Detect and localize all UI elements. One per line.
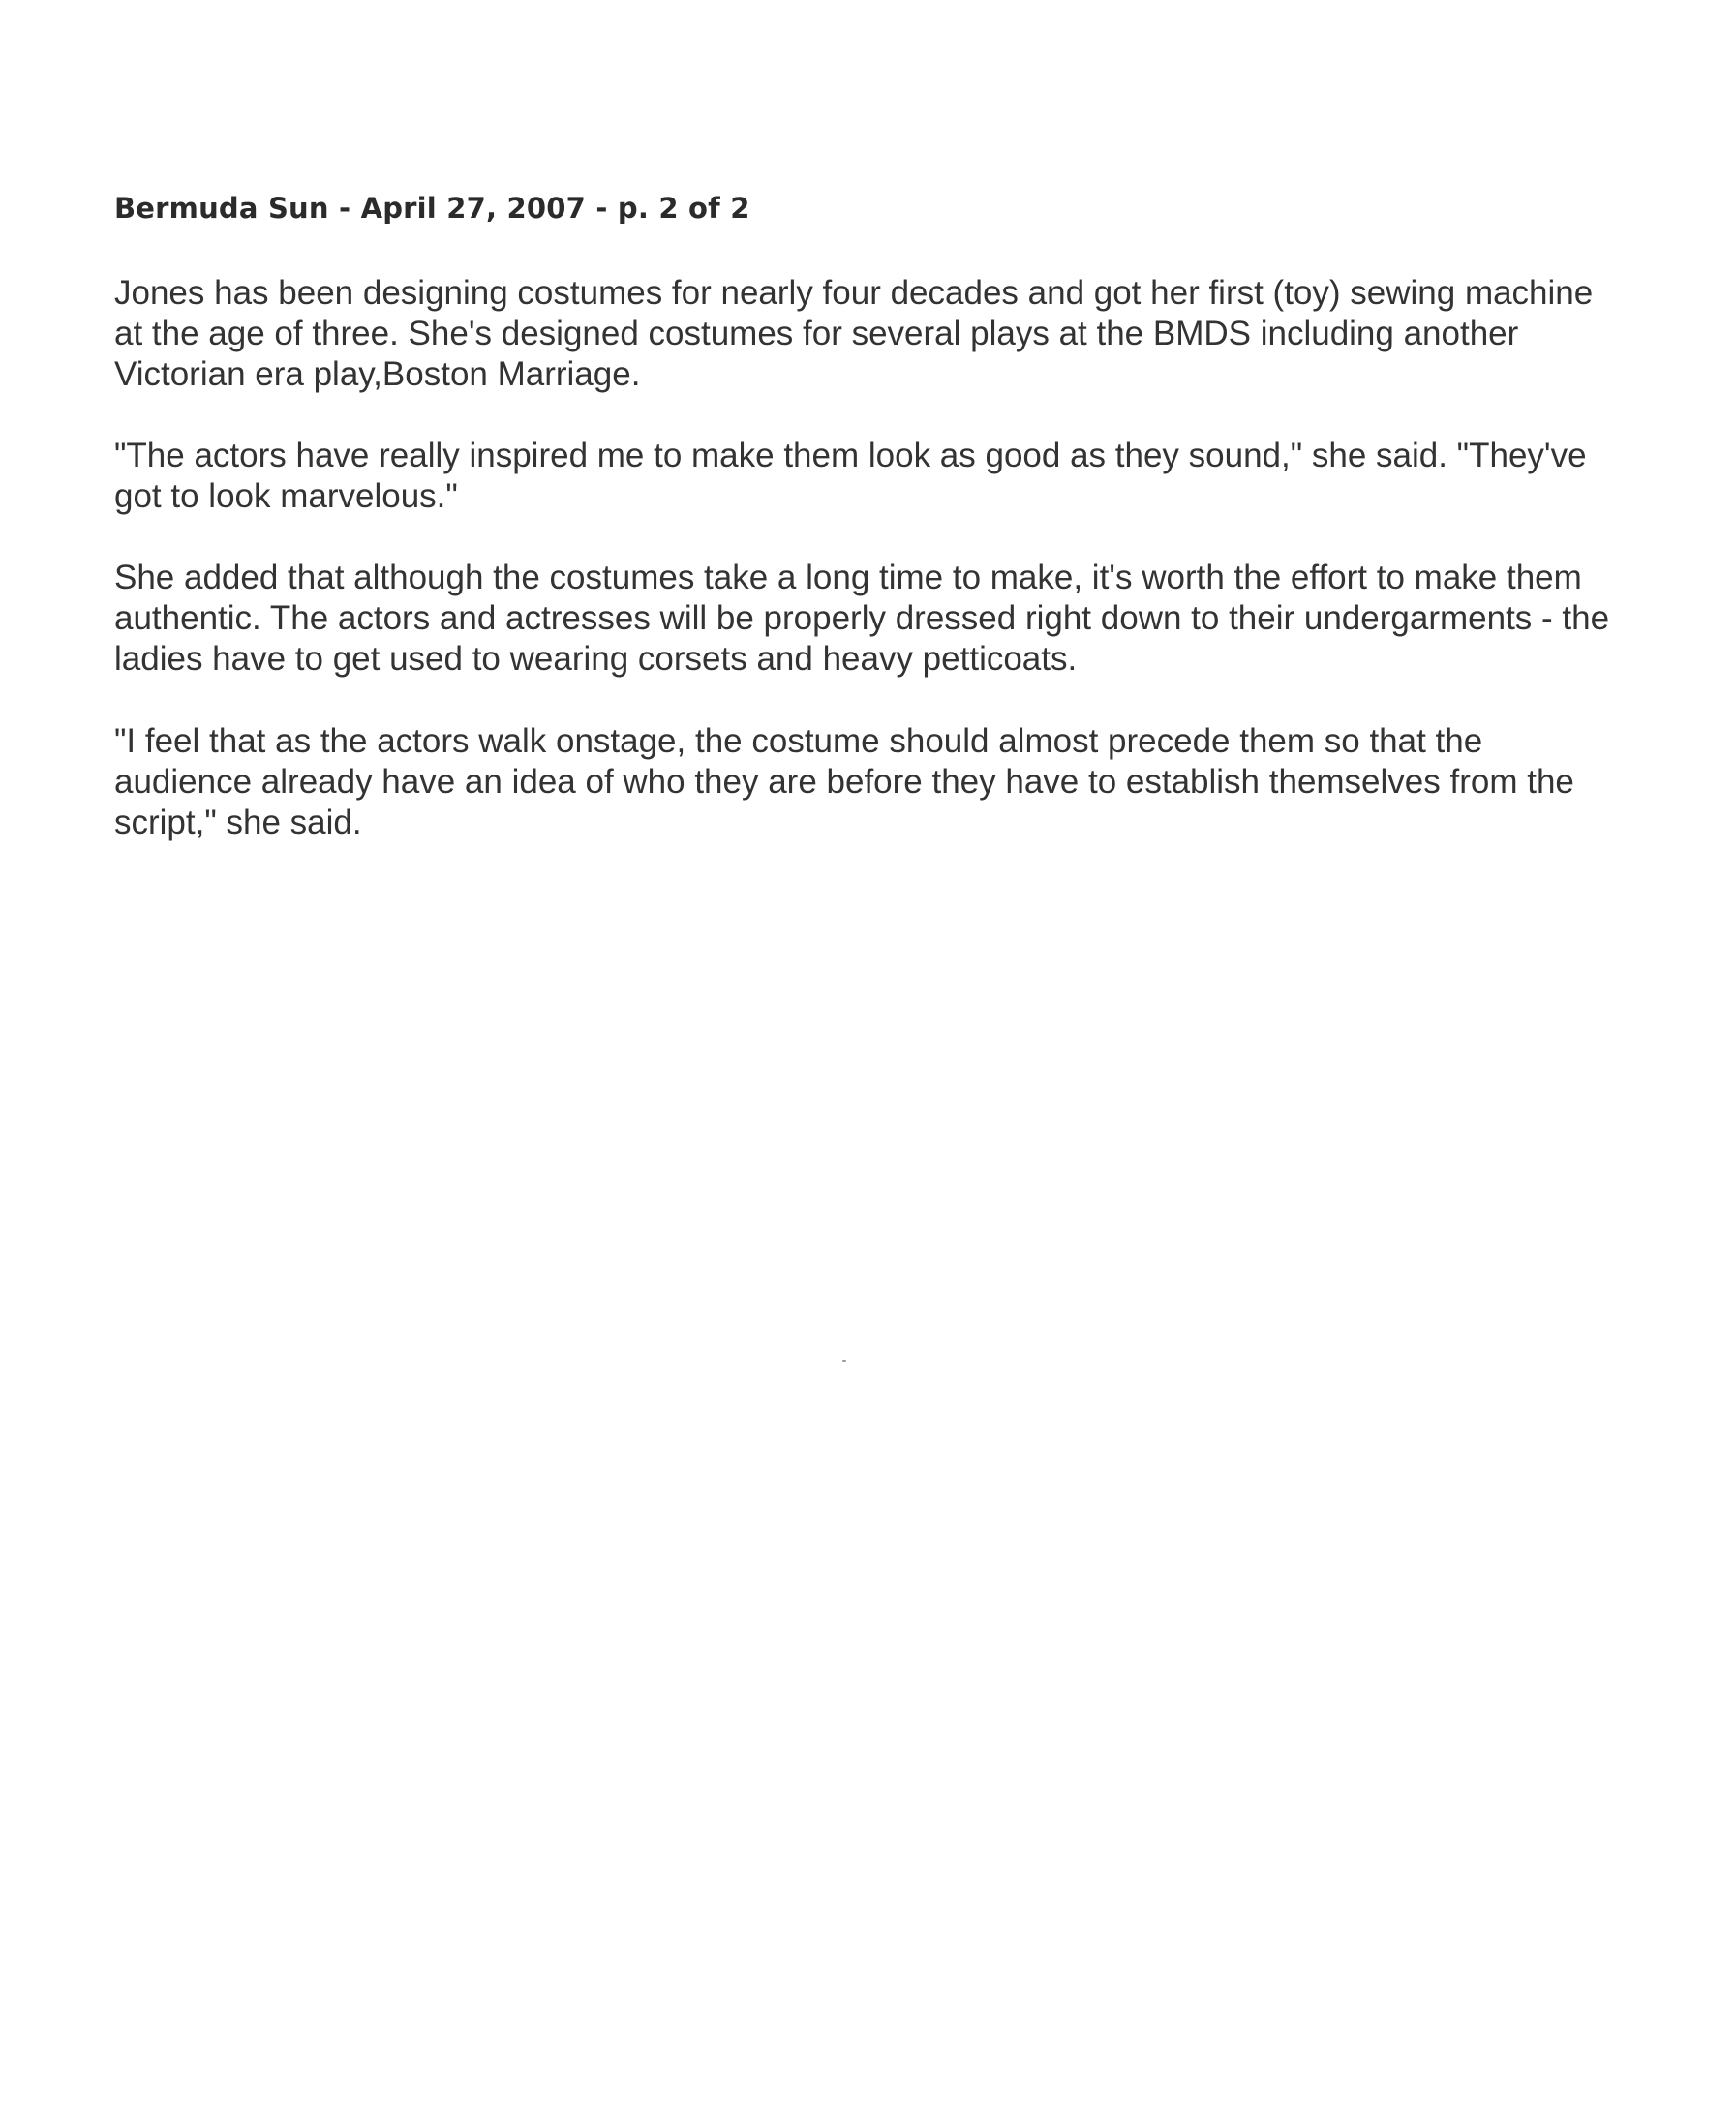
- paragraph-4: "I feel that as the actors walk onstage, the costume should almost precede them so that the audience already have an idea of who they are before they have to establish themselves from the script," she said.: [114, 722, 1574, 841]
- paragraph-1: Jones has been designing costumes for nearly four decades and got her first (toy) sewing machine at the age of three. She's designed costumes for several plays at the BMDS including another Victorian era play,Boston Marriage.: [114, 274, 1594, 393]
- paragraph-2: "The actors have really inspired me to make them look as good as they sound," she said. "They've got to look marvelous.": [114, 437, 1587, 515]
- paragraph-3: She added that although the costumes take a long time to make, it's worth the effort to make them authentic. The actors and actresses will be properly dressed right down to their undergarments - the ladies have to get used to wearing corsets and heavy petticoats.: [114, 559, 1610, 678]
- scan-artifact: [842, 1360, 846, 1362]
- page-header: Bermuda Sun - April 27, 2007 - p. 2 of 2: [114, 192, 750, 225]
